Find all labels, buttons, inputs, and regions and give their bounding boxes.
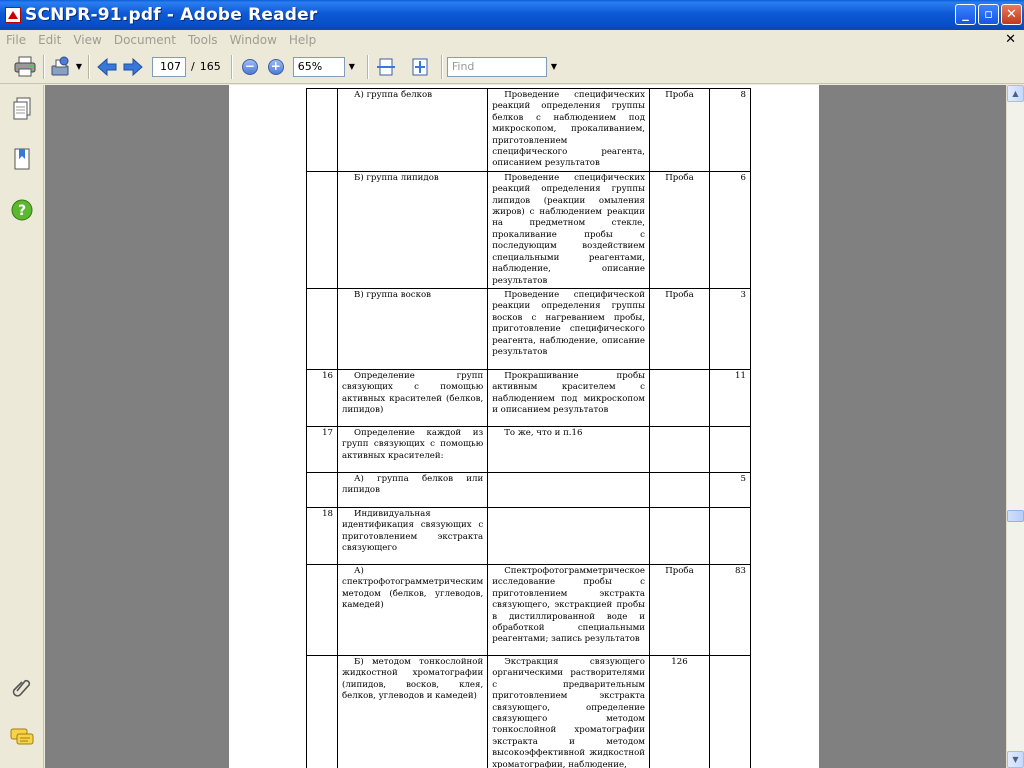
- table-row: [307, 171, 751, 288]
- menu-file[interactable]: File: [6, 33, 27, 47]
- row-unit-cell: Проба: [649, 288, 709, 369]
- toolbar: [0, 50, 1024, 84]
- menu-edit[interactable]: Edit: [38, 33, 62, 47]
- row-description-cell: Проведение специфической реакции определения группы восков с нагреванием пробы, приготовление специфического реагента, наблюдение, описание результатов: [488, 288, 650, 369]
- row-name-cell: Индивидуальная идентификация связующих с приготовлением экстракта связующего: [338, 507, 488, 564]
- row-description-cell: Проведение специфических реакций определения группы белков с наблюдением под микроскопом, прокаливанием, приготовлением специфического реагента, описанием результатов: [488, 89, 650, 172]
- row-value-cell: 8: [709, 89, 750, 172]
- row-number-cell: [307, 89, 338, 172]
- print-button[interactable]: [12, 54, 38, 80]
- pages-icon: [12, 97, 32, 121]
- title-bar: [0, 0, 1024, 30]
- help-icon: [11, 199, 33, 221]
- page-total: 165: [199, 60, 221, 73]
- zoom-out-button[interactable]: [237, 54, 263, 80]
- attachments-panel-button[interactable]: [10, 675, 34, 699]
- row-number-cell: [307, 472, 338, 507]
- row-unit-cell: Проба: [649, 171, 709, 288]
- document-viewport[interactable]: [45, 85, 1006, 768]
- toolbar-separator: [441, 55, 442, 79]
- toolbar-separator: [231, 55, 232, 79]
- table-row: [307, 655, 751, 768]
- close-button[interactable]: ✕: [1001, 4, 1022, 25]
- row-value-cell: [709, 655, 750, 768]
- toolbar-separator: [43, 55, 44, 79]
- user-tools-button[interactable]: [49, 54, 83, 80]
- menu-view[interactable]: View: [73, 33, 102, 47]
- row-description-cell: То же, что и п.16: [488, 426, 650, 472]
- row-unit-cell: Проба: [649, 89, 709, 172]
- row-value-cell: [709, 426, 750, 472]
- table-row: [307, 472, 751, 507]
- navigation-panel: [0, 85, 44, 768]
- table-row: [307, 426, 751, 472]
- row-name-cell: А) группа белков: [338, 89, 488, 172]
- row-name-cell: В) группа восков: [338, 288, 488, 369]
- fit-width-icon: [376, 57, 396, 77]
- scroll-down-button[interactable]: ▼: [1007, 751, 1024, 768]
- zoom-in-button[interactable]: [263, 54, 289, 80]
- row-unit-cell: 126: [649, 655, 709, 768]
- zoom-out-icon: −: [242, 59, 258, 75]
- row-name-cell: А) группа белков или липидов: [338, 472, 488, 507]
- row-number-cell: [307, 171, 338, 288]
- fit-page-button[interactable]: [407, 54, 433, 80]
- row-number-cell: 16: [307, 369, 338, 426]
- row-number-cell: 17: [307, 426, 338, 472]
- fit-page-icon: [410, 57, 430, 77]
- row-name-cell: Б) группа липидов: [338, 171, 488, 288]
- find-dropdown-icon[interactable]: ▼: [550, 62, 558, 71]
- row-description-cell: Спектрофотограмметрическое исследование пробы с приготовлением экстракта связующего, экстракцией пробы в дистиллированной воде и обработкой специальными реагентами; запись результатов: [488, 564, 650, 655]
- row-value-cell: 83: [709, 564, 750, 655]
- row-description-cell: [488, 507, 650, 564]
- scroll-up-button[interactable]: ▲: [1007, 85, 1024, 102]
- row-value-cell: [709, 507, 750, 564]
- menu-document[interactable]: Document: [113, 33, 176, 47]
- fit-width-button[interactable]: [373, 54, 399, 80]
- row-description-cell: Прокрашивание пробы активным красителем с наблюдением под микроскопом и описанием результатов: [488, 369, 650, 426]
- page-separator: /: [191, 60, 195, 73]
- minimize-button[interactable]: _: [955, 4, 976, 25]
- menu-tools[interactable]: Tools: [188, 33, 218, 47]
- document-table: [306, 88, 751, 768]
- row-number-cell: [307, 564, 338, 655]
- user-tools-icon: [50, 56, 74, 78]
- pages-panel-button[interactable]: [10, 97, 34, 121]
- printer-icon: [13, 56, 37, 78]
- table-row: [307, 288, 751, 369]
- zoom-dropdown-icon[interactable]: ▼: [348, 62, 355, 71]
- close-document-button[interactable]: ✕: [1005, 32, 1016, 47]
- pdf-page: [229, 85, 819, 768]
- row-name-cell: Определение каждой из групп связующих с помощью активных красителей:: [338, 426, 488, 472]
- comments-icon: [10, 726, 34, 748]
- zoom-value-input[interactable]: 65%: [293, 57, 345, 77]
- arrow-left-icon: [96, 57, 118, 77]
- next-page-button[interactable]: [120, 54, 146, 80]
- table-row: [307, 369, 751, 426]
- row-unit-cell: [649, 426, 709, 472]
- arrow-right-icon: [122, 57, 144, 77]
- row-value-cell: 3: [709, 288, 750, 369]
- row-description-cell: [488, 472, 650, 507]
- menu-help[interactable]: Help: [288, 33, 317, 47]
- table-row: [307, 89, 751, 172]
- page-number-input[interactable]: 107: [152, 57, 186, 77]
- previous-page-button[interactable]: [94, 54, 120, 80]
- maximize-button[interactable]: ▫: [978, 4, 999, 25]
- zoom-in-icon: +: [268, 59, 284, 75]
- row-number-cell: 18: [307, 507, 338, 564]
- table-row: [307, 507, 751, 564]
- row-value-cell: 11: [709, 369, 750, 426]
- row-value-cell: 5: [709, 472, 750, 507]
- row-description-cell: Проведение специфических реакций определения группы липидов (реакции омыления жиров) с наблюдением реакции на предметном стекле, прокаливание пробы с последующим воздействием специальными реагентами, наблюдение, описание результатов: [488, 171, 650, 288]
- help-panel-button[interactable]: [10, 198, 34, 222]
- row-unit-cell: Проба: [649, 564, 709, 655]
- paperclip-icon: [11, 676, 33, 698]
- bookmarks-icon: [12, 147, 32, 171]
- row-number-cell: [307, 288, 338, 369]
- window-controls: [955, 4, 1022, 25]
- row-description-cell: Экстракция связующего органическими растворителями с предварительным приготовлением экстракта связующего, определение связующего методом тонкослойной хроматографии экстракта и методом высокоэффективной жидкостной хроматографии, наблюдение,: [488, 655, 650, 768]
- row-name-cell: Определение групп связующих с помощью активных красителей (белков, липидов): [338, 369, 488, 426]
- row-value-cell: 6: [709, 171, 750, 288]
- row-name-cell: Б) методом тонкослойной жидкостной хроматографии (липидов, восков, клея, белков, углеводов и камедей): [338, 655, 488, 768]
- pdf-app-icon: [5, 7, 21, 23]
- row-number-cell: [307, 655, 338, 768]
- row-unit-cell: [649, 472, 709, 507]
- window-title: SCNPR-91.pdf - Adobe Reader: [25, 5, 318, 25]
- row-name-cell: А) спектрофотограмметрическим методом (белков, углеводов, камедей): [338, 564, 488, 655]
- row-unit-cell: [649, 507, 709, 564]
- table-row: [307, 564, 751, 655]
- find-input[interactable]: Find: [447, 57, 547, 77]
- menu-bar: [0, 30, 1024, 50]
- row-unit-cell: [649, 369, 709, 426]
- bookmarks-panel-button[interactable]: [10, 147, 34, 171]
- vertical-scrollbar[interactable]: [1006, 85, 1024, 768]
- svg-text:?: ?: [17, 203, 27, 219]
- scrollbar-thumb[interactable]: [1007, 510, 1024, 522]
- toolbar-separator: [88, 55, 89, 79]
- menu-window[interactable]: Window: [229, 33, 277, 47]
- toolbar-separator: [367, 55, 368, 79]
- comments-panel-button[interactable]: [10, 725, 34, 749]
- chevron-down-icon: ▼: [75, 62, 83, 71]
